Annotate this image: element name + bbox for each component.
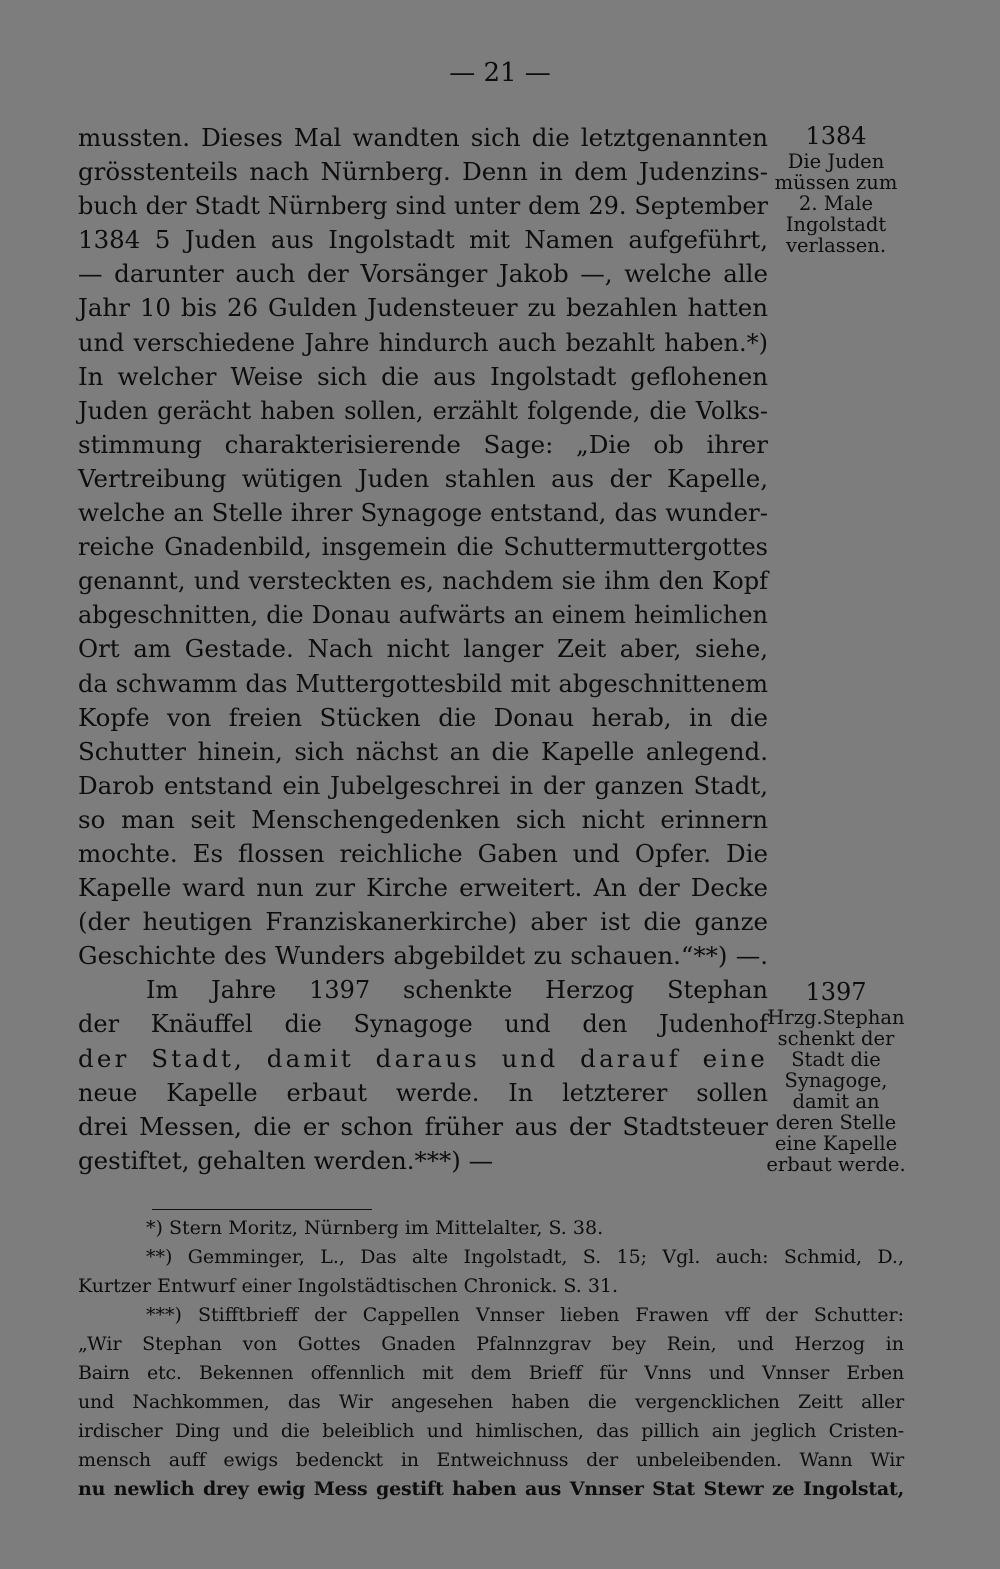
text-line: der Stadt, damit daraus und darauf eine xyxy=(78,1043,768,1073)
footnote-line: Bairn etc. Bekennen offennlich mit dem Brieff für Vnns und Vnnser Erben xyxy=(78,1362,904,1384)
text-line: neue Kapelle erbaut werde. In letzterer sollen xyxy=(78,1078,768,1107)
margin-note-line: damit an xyxy=(792,1090,880,1113)
margin-note-line: Ingolstadt xyxy=(785,213,887,236)
text-line: so man seit Menschengedenken sich nicht erinnern xyxy=(78,804,768,834)
margin-note-line: Hrzg.Stephan xyxy=(767,1006,905,1029)
text-line: Kopfe von freien Stücken die Donau herab, in die xyxy=(78,702,768,732)
text-line: Jahr 10 bis 26 Gulden Judensteuer zu bezahlen hatten xyxy=(78,293,768,323)
margin-note-line: erbaut werde. xyxy=(766,1153,906,1176)
text-line: welche an Stelle ihrer Synagoge entstand, das wunder- xyxy=(78,498,768,528)
text-line: stimmung charakterisierende Sage: „Die ob ihrer xyxy=(78,429,768,459)
margin-note-line: deren Stelle xyxy=(775,1111,897,1134)
footnote-line: *) Stern Moritz, Nürnberg im Mittelalter, S. 38. xyxy=(146,1217,604,1239)
text-line: reiche Gnadenbild, insgemein die Schuttermuttergottes xyxy=(78,533,768,562)
footnote-line: „Wir Stephan von Gottes Gnaden Pfalnnzgrav bey Rein, und Herzog in xyxy=(78,1333,904,1355)
text-line: (der heutigen Franziskanerkirche) aber ist die ganze xyxy=(78,907,768,937)
main-text-block xyxy=(78,121,768,1178)
text-line: Im Jahre 1397 schenkte Herzog Stephan xyxy=(146,976,768,1005)
margin-note-line: 2. Male xyxy=(798,192,874,215)
footnote-line: und Nachkommen, das Wir angesehen haben die vergencklichen Zeitt aller xyxy=(78,1391,904,1413)
footnote-line: irdischer Ding und die beleiblich und himlischen, das pillich ain jeglich Cristen- xyxy=(78,1420,904,1442)
margin-note-line: Synagoge, xyxy=(784,1069,888,1092)
margin-note-line: verlassen. xyxy=(785,234,887,257)
text-line: Kapelle ward nun zur Kirche erweitert. An der Decke xyxy=(78,873,768,903)
text-line: Ort am Gestade. Nach nicht langer Zeit aber, siehe, xyxy=(78,634,768,664)
text-line: der Knäuffel die Synagoge und den Judenhof xyxy=(78,1010,768,1039)
footnote-line: Kurtzer Entwurf einer Ingolstädtischen Chronick. S. 31. xyxy=(78,1275,619,1297)
text-line: 1384 5 Juden aus Ingolstadt mit Namen aufgeführt, xyxy=(78,225,768,255)
text-line: buch der Stadt Nürnberg sind unter dem 29. September xyxy=(78,192,768,221)
text-line: drei Messen, die er schon früher aus der Stadtsteuer xyxy=(78,1111,768,1141)
margin-note-line: eine Kapelle xyxy=(774,1132,898,1155)
margin-note-line: Die Juden xyxy=(787,150,885,173)
margin-note-line: schenkt der xyxy=(777,1027,895,1050)
text-line: genannt, und versteckten es, nachdem sie ihm den Kopf xyxy=(78,567,768,596)
footnote-line: mensch auff ewigs bedenckt in Entweichnuss der unbeleibenden. Wann Wir xyxy=(78,1449,904,1471)
text-line: mussten. Dieses Mal wandten sich die letztgenannten xyxy=(78,123,768,152)
footnote-divider xyxy=(152,1209,372,1210)
text-line: und verschiedene Jahre hindurch auch bezahlt haben.*) xyxy=(78,328,768,357)
margin-note-year: 1397 xyxy=(805,978,867,1006)
page-number: — 21 — xyxy=(449,58,551,88)
text-line: da schwamm das Muttergottesbild mit abgeschnittenem xyxy=(78,669,768,698)
text-line: Darob entstand ein Jubelgeschrei in der ganzen Stadt, xyxy=(78,770,768,800)
text-line: grösstenteils nach Nürnberg. Denn in dem Judenzins- xyxy=(78,157,768,187)
footnote-line: nu newlich drey ewig Mess gestift haben aus Vnnser Stat Stewr ze Ingolstat, xyxy=(78,1478,904,1500)
text-line: Schutter hinein, sich nächst an die Kapelle anlegend. xyxy=(78,736,768,766)
text-line: gestiftet, gehalten werden.***) — xyxy=(78,1145,494,1175)
margin-note-1384 xyxy=(772,121,900,256)
margin-note-1397 xyxy=(764,977,908,1175)
footnote-line: **) Gemminger, L., Das alte Ingolstadt, S. 15; Vgl. auch: Schmid, D., xyxy=(146,1246,904,1268)
text-line: Geschichte des Wunders abgebildet zu schauen.“**) —. xyxy=(78,941,768,971)
margin-note-year: 1384 xyxy=(805,122,867,150)
footnote-line: ***) Stifftbrieff der Cappellen Vnnser lieben Frawen vff der Schutter: xyxy=(146,1304,904,1326)
text-line: mochte. Es flossen reichliche Gaben und Opfer. Die xyxy=(78,838,768,868)
margin-note-line: müssen zum xyxy=(774,171,898,194)
text-line: Vertreibung wütigen Juden stahlen aus der Kapelle, xyxy=(78,463,768,493)
text-line: abgeschnitten, die Donau aufwärts an einem heimlichen xyxy=(78,601,768,630)
margin-note-line: Stadt die xyxy=(791,1048,881,1071)
text-line: — darunter auch der Vorsänger Jakob —, welche alle xyxy=(78,259,768,289)
text-line: Juden gerächt haben sollen, erzählt folgende, die Volks- xyxy=(78,396,768,425)
footnotes-block xyxy=(78,1214,904,1504)
text-line: In welcher Weise sich die aus Ingolstadt geflohenen xyxy=(78,361,768,391)
